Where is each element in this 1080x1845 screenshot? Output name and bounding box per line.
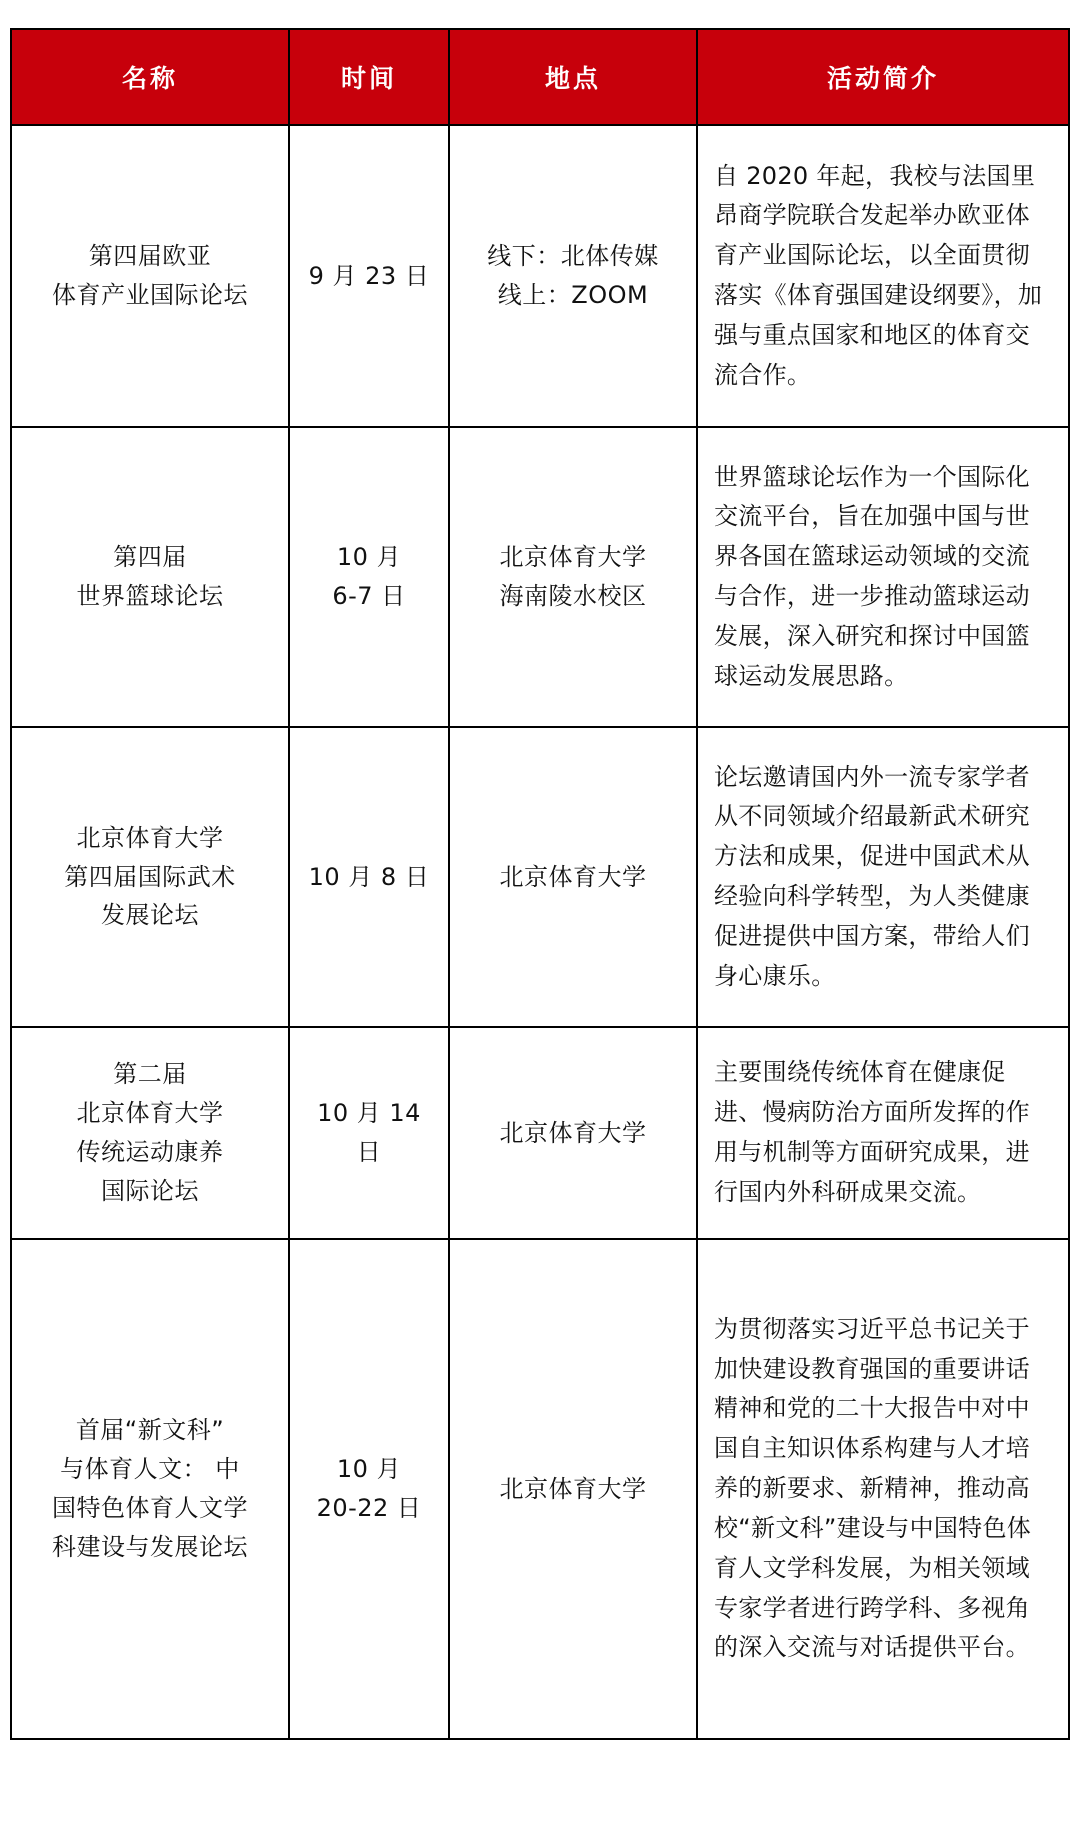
table-header — [11, 29, 1069, 125]
event-place-line: 线下：北体传媒 — [487, 242, 659, 271]
table-row — [11, 125, 1069, 427]
event-name-cell — [11, 1027, 289, 1239]
table-row — [11, 1027, 1069, 1239]
table-body — [11, 125, 1069, 1739]
event-place-line: 北京体育大学 — [499, 1118, 647, 1147]
event-name-line: 北京体育大学 — [76, 1099, 224, 1128]
event-time-cell — [289, 427, 449, 727]
event-name-line: 第四届 — [113, 543, 187, 572]
event-name-line: 国特色体育人文学 — [52, 1494, 248, 1522]
event-place-line: 北京体育大学 — [499, 1474, 647, 1503]
event-name-line: 国际论坛 — [101, 1176, 199, 1205]
event-place-cell — [449, 427, 697, 727]
event-place-cell — [449, 125, 697, 427]
event-time-line: 10 月 14 — [317, 1099, 421, 1128]
event-time-line: 9 月 23 日 — [308, 261, 430, 290]
column-header-time: 时间 — [289, 29, 449, 125]
event-description-cell: 世界篮球论坛作为一个国际化交流平台，旨在加强中国与世界各国在篮球运动领域的交流与合作，进一步推动篮球运动发展，深入研究和探讨中国篮球运动发展思路。 — [697, 427, 1069, 727]
column-header-name: 名称 — [11, 29, 289, 125]
event-name-cell — [11, 427, 289, 727]
event-place-line: 海南陵水校区 — [499, 582, 647, 610]
event-name-line: 世界篮球论坛 — [76, 582, 224, 610]
event-name-line: 发展论坛 — [101, 901, 199, 930]
event-time-cell — [289, 125, 449, 427]
event-description-cell: 自 2020 年起，我校与法国里昂商学院联合发起举办欧亚体育产业国际论坛，以全面贯彻落实《体育强国建设纲要》，加强与重点国家和地区的体育交流合作。 — [697, 125, 1069, 427]
event-time-cell — [289, 1239, 449, 1739]
event-description-cell: 为贯彻落实习近平总书记关于加快建设教育强国的重要讲话精神和党的二十大报告中对中国自主知识体系构建与人才培养的新要求、新精神，推动高校“新文科”建设与中国特色体育人文学科发展，为相关领域专家学者进行跨学科、多视角的深入交流与对话提供平台。 — [697, 1239, 1069, 1739]
column-header-place: 地点 — [449, 29, 697, 125]
event-place-line: 线上：ZOOM — [497, 281, 649, 309]
event-name-cell — [11, 727, 289, 1027]
event-name-line: 与体育人文： 中 — [60, 1455, 240, 1484]
event-name-line: 体育产业国际论坛 — [52, 281, 248, 309]
column-header-description: 活动简介 — [697, 29, 1069, 125]
event-time-line: 20-22 日 — [316, 1494, 422, 1522]
event-time-line: 10 月 8 日 — [308, 862, 430, 891]
table-header-row — [11, 29, 1069, 125]
event-time-line: 10 月 — [336, 543, 402, 572]
table-row — [11, 427, 1069, 727]
event-time-cell — [289, 727, 449, 1027]
table-row — [11, 727, 1069, 1027]
event-time-line: 10 月 — [336, 1455, 402, 1484]
event-name-line: 第二届 — [113, 1060, 187, 1089]
event-time-cell — [289, 1027, 449, 1239]
events-table — [10, 28, 1070, 1740]
event-name-line: 首届“新文科” — [75, 1416, 225, 1445]
event-time-line: 日 — [356, 1138, 382, 1166]
event-name-cell — [11, 125, 289, 427]
event-name-line: 传统运动康养 — [76, 1138, 224, 1166]
event-name-line: 北京体育大学 — [76, 823, 224, 852]
event-time-line: 6-7 日 — [332, 582, 406, 610]
event-place-line: 北京体育大学 — [499, 543, 647, 572]
event-name-cell — [11, 1239, 289, 1739]
event-name-line: 第四届欧亚 — [88, 242, 212, 271]
event-place-line: 北京体育大学 — [499, 862, 647, 891]
event-name-line: 第四届国际武术 — [64, 862, 236, 891]
event-place-cell — [449, 1027, 697, 1239]
event-description-cell: 主要围绕传统体育在健康促进、慢病防治方面所发挥的作用与机制等方面研究成果，进行国内外科研成果交流。 — [697, 1027, 1069, 1239]
event-description-cell: 论坛邀请国内外一流专家学者从不同领域介绍最新武术研究方法和成果，促进中国武术从经验向科学转型，为人类健康促进提供中国方案，带给人们身心康乐。 — [697, 727, 1069, 1027]
event-place-cell — [449, 1239, 697, 1739]
table-row — [11, 1239, 1069, 1739]
event-place-cell — [449, 727, 697, 1027]
event-name-line: 科建设与发展论坛 — [52, 1532, 248, 1561]
